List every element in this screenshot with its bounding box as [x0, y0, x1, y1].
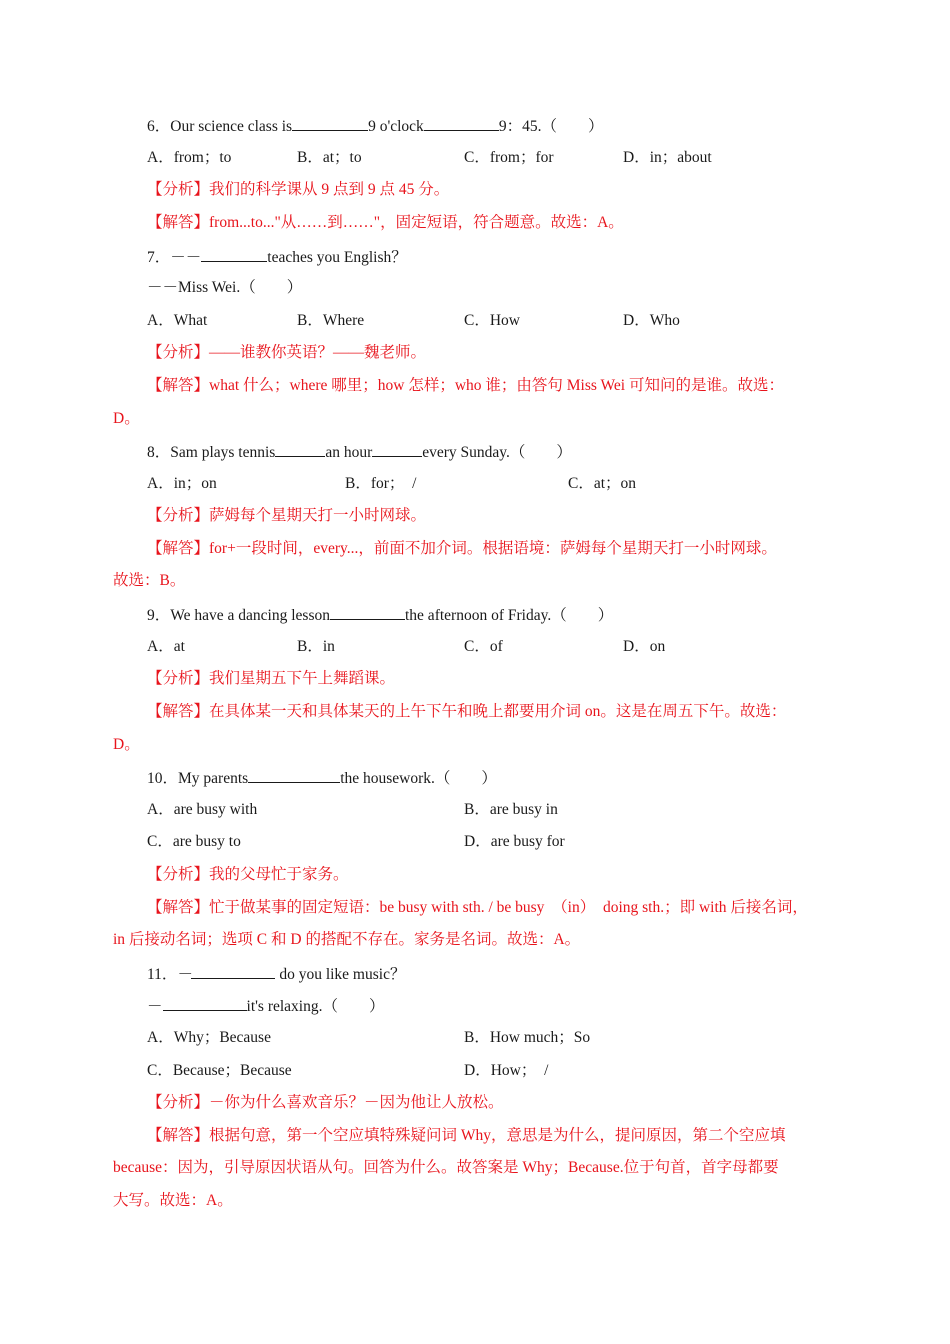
- question-10-analysis: 【分析】我的父母忙于家务。: [147, 866, 349, 883]
- answer-blank: [372, 441, 422, 457]
- answer-blank: [191, 963, 275, 979]
- answer-blank: [292, 115, 368, 131]
- option-c: C．How: [464, 312, 520, 329]
- question-number: 10．: [147, 770, 179, 787]
- question-number: 6．: [147, 118, 171, 135]
- question-7-answer-cont: D。: [113, 410, 140, 427]
- question-10-answer-cont: in 后接动名词；选项 C 和 D 的搭配不存在。家务是名词。故选：A。: [113, 931, 581, 948]
- option-d: D．How； /: [464, 1062, 549, 1079]
- question-7-stem: 7．－－ teaches you English？: [147, 246, 407, 268]
- question-number: 11．: [147, 966, 178, 983]
- option-b: B．are busy in: [464, 801, 558, 818]
- answer-blank: [275, 441, 325, 457]
- question-6-answer: 【解答】from...to..."从……到……"，固定短语，符合题意。故选：A。: [147, 214, 624, 231]
- option-a: A．in；on: [147, 475, 217, 492]
- question-9-answer: 【解答】在具体某一天和具体某天的上午下午和晚上都要用介词 on。这是在周五下午。故选：: [147, 703, 787, 720]
- question-7-answer: 【解答】what 什么；where 哪里；how 怎样；who 谁；由答句 Miss Wei 可知问的是谁。故选：: [147, 377, 784, 394]
- question-9-answer-cont: D。: [113, 736, 140, 753]
- option-b: B．at；to: [297, 149, 362, 166]
- option-c: C．Because；Because: [147, 1062, 292, 1079]
- option-b: B．Where: [297, 312, 365, 329]
- option-b: B．for； /: [345, 475, 417, 492]
- option-d: D．in；about: [623, 149, 712, 166]
- question-10-stem: 10．My parents the housework.（ ）: [147, 767, 497, 789]
- question-9-stem: 9．We have a dancing lesson the afternoon of Friday.（ ）: [147, 604, 613, 626]
- option-c: C．at；on: [568, 475, 637, 492]
- option-d: D．Who: [623, 312, 680, 329]
- question-8-answer: 【解答】for+一段时间，every...，前面不加介词。根据语境：萨姆每个星期天打一小时网球。: [147, 540, 777, 557]
- question-8-analysis: 【分析】萨姆每个星期天打一小时网球。: [147, 507, 427, 524]
- option-a: A．What: [147, 312, 208, 329]
- option-a: A．at: [147, 638, 185, 655]
- question-11-answer: 【解答】根据句意，第一个空应填特殊疑问词 Why，意思是为什么，提问原因，第二个空应填: [147, 1127, 786, 1144]
- option-a: A．from；to: [147, 149, 232, 166]
- answer-blank: [163, 995, 247, 1011]
- answer-blank: [248, 767, 340, 783]
- option-c: C．are busy to: [147, 833, 241, 850]
- question-8-stem: 8．Sam plays tennis an hour every Sunday.（ ）: [147, 441, 572, 463]
- option-d: D．on: [623, 638, 666, 655]
- question-8-answer-cont: 故选：B。: [113, 572, 186, 589]
- option-c: C．of: [464, 638, 503, 655]
- question-number: 7．: [147, 249, 171, 266]
- question-9-analysis: 【分析】我们星期五下午上舞蹈课。: [147, 670, 396, 687]
- question-6-stem: 6．Our science class is 9 o'clock 9：45.（ ）: [147, 115, 603, 137]
- question-number: 9．: [147, 607, 171, 624]
- answer-blank: [201, 246, 267, 262]
- question-11-stem: 11．－ do you like music？: [147, 963, 405, 985]
- question-6-analysis: 【分析】我们的科学课从 9 点到 9 点 45 分。: [147, 181, 450, 198]
- question-11-answer-cont-1: because：因为，引导原因状语从句。回答为什么。故答案是 Why；Because.位于句首，首字母都要: [113, 1159, 779, 1176]
- option-b: B．in: [297, 638, 335, 655]
- question-11-answer-cont-2: 大写。故选：A。: [113, 1192, 233, 1209]
- question-11-reply: － it's relaxing.（ ）: [147, 995, 385, 1017]
- question-10-answer: 【解答】忙于做某事的固定短语：be busy with sth. / be busy （in） doing sth.；即 with 后接名词，: [147, 899, 808, 916]
- question-11-analysis: 【分析】－你为什么喜欢音乐？－因为他让人放松。: [147, 1094, 504, 1111]
- answer-blank: [330, 604, 405, 620]
- question-number: 8．: [147, 444, 171, 461]
- question-7-reply: －－Miss Wei.（ ）: [147, 279, 303, 296]
- answer-blank: [424, 115, 499, 131]
- option-b: B．How much；So: [464, 1029, 591, 1046]
- option-a: A．Why；Because: [147, 1029, 271, 1046]
- option-a: A．are busy with: [147, 801, 258, 818]
- question-7-analysis: 【分析】——谁教你英语？——魏老师。: [147, 344, 427, 361]
- option-c: C．from；for: [464, 149, 554, 166]
- option-d: D．are busy for: [464, 833, 565, 850]
